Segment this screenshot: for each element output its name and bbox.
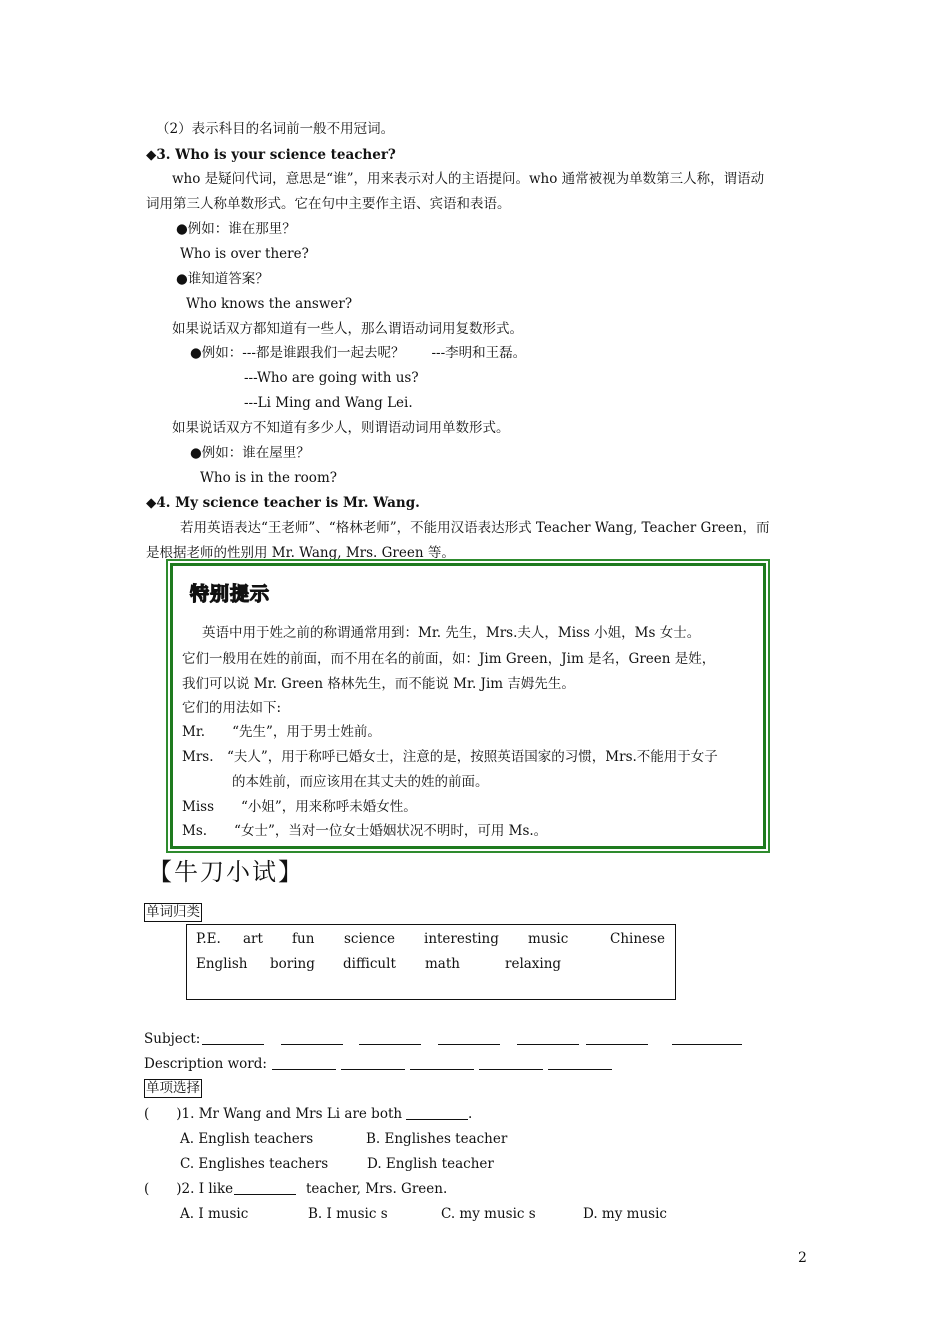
tip-line: 英语中用于姓之前的称谓通常用到：Mr. 先生，Mrs.夫人，Miss 小姐，Ms 女士。 bbox=[202, 625, 701, 641]
word-item: science bbox=[344, 931, 396, 947]
word-item: art bbox=[243, 931, 263, 947]
option-c[interactable]: C. Englishes teachers bbox=[180, 1156, 329, 1172]
question-1-blank[interactable] bbox=[406, 1105, 468, 1120]
option-a[interactable]: A. I music bbox=[180, 1206, 249, 1222]
word-item: Chinese bbox=[610, 931, 665, 947]
note-line: （2）表示科目的名词前一般不用冠词。 bbox=[156, 121, 395, 137]
example-line: ●例如：谁在屋里？ bbox=[190, 445, 310, 461]
tip-line: 我们可以说 Mr. Green 格林先生，而不能说 Mr. Jim 吉姆先生。 bbox=[182, 676, 575, 692]
description-blank[interactable] bbox=[548, 1055, 612, 1070]
tip-line: Miss “小姐”，用来称呼未婚女性。 bbox=[182, 799, 417, 815]
question-1: ( )1. Mr Wang and Mrs Li are both bbox=[144, 1106, 403, 1122]
question-2-end: teacher, Mrs. Green. bbox=[306, 1181, 448, 1197]
section-title: 【牛刀小试】 bbox=[148, 858, 304, 886]
subject-blank[interactable] bbox=[672, 1030, 742, 1045]
tip-line: 它们一般用在姓的前面，而不用在名的前面，如：Jim Green，Jim 是名，Green 是姓， bbox=[182, 651, 716, 667]
subject-blank[interactable] bbox=[586, 1030, 648, 1045]
description-label: Description word: bbox=[144, 1056, 267, 1072]
paragraph-line: 是根据老师的性别用 Mr. Wang, Mrs. Green 等。 bbox=[146, 545, 455, 561]
subject-blank[interactable] bbox=[359, 1030, 421, 1045]
subject-blank[interactable] bbox=[438, 1030, 500, 1045]
option-d[interactable]: D. my music bbox=[583, 1206, 667, 1222]
tip-line: Ms. “女士”，当对一位女士婚姻状况不明时，可用 Ms.。 bbox=[182, 823, 548, 839]
word-item: P.E. bbox=[196, 931, 221, 947]
description-blank[interactable] bbox=[272, 1055, 336, 1070]
word-item: relaxing bbox=[505, 956, 562, 972]
question-2-blank[interactable] bbox=[234, 1180, 296, 1195]
tip-line: Mrs. “夫人”，用于称呼已婚女士，注意的是，按照英语国家的习惯，Mrs.不能用于女子 bbox=[182, 749, 718, 765]
example-line: ●例如：谁在那里？ bbox=[176, 221, 296, 237]
heading-4: ◆4. My science teacher is Mr. Wang. bbox=[146, 495, 420, 511]
description-blank[interactable] bbox=[410, 1055, 474, 1070]
subject-blank[interactable] bbox=[202, 1030, 264, 1045]
example-english: ---Who are going with us? bbox=[244, 370, 419, 386]
description-blank[interactable] bbox=[479, 1055, 543, 1070]
description-blank[interactable] bbox=[341, 1055, 405, 1070]
word-item: interesting bbox=[424, 931, 499, 947]
tip-title: 特别提示 bbox=[190, 583, 271, 605]
option-b[interactable]: B. Englishes teacher bbox=[366, 1131, 508, 1147]
example-english: Who is in the room? bbox=[200, 470, 337, 486]
option-b[interactable]: B. I music s bbox=[308, 1206, 388, 1222]
word-item: difficult bbox=[343, 956, 396, 972]
subject-blank[interactable] bbox=[517, 1030, 579, 1045]
tip-line: 的本姓前，而应该用在其丈夫的姓的前面。 bbox=[232, 774, 489, 790]
example-english: Who is over there? bbox=[180, 246, 309, 262]
example-english: ---Li Ming and Wang Lei. bbox=[244, 395, 413, 411]
question-1-end: . bbox=[468, 1106, 473, 1122]
word-item: boring bbox=[270, 956, 315, 972]
paragraph-line: 若用英语表达“王老师”、“格林老师”，不能用汉语表达形式 Teacher Wang, Teacher Green，而 bbox=[180, 520, 770, 536]
paragraph-line: 词用第三人称单数形式。它在句中主要作主语、宾语和表语。 bbox=[146, 196, 511, 212]
subject-blank[interactable] bbox=[281, 1030, 343, 1045]
example-english: Who knows the answer? bbox=[186, 296, 353, 312]
word-item: music bbox=[528, 931, 569, 947]
heading-3: ◆3. Who is your science teacher? bbox=[146, 147, 396, 163]
word-item: math bbox=[425, 956, 460, 972]
option-d[interactable]: D. English teacher bbox=[367, 1156, 494, 1172]
question-2: ( )2. I like bbox=[144, 1181, 234, 1197]
tip-line: Mr. “先生”，用于男士姓前。 bbox=[182, 724, 381, 740]
choice-tag: 单项选择 bbox=[146, 1080, 200, 1096]
vocab-tag: 单词归类 bbox=[146, 904, 200, 920]
paragraph-line: who 是疑问代词，意思是“谁”，用来表示对人的主语提问。who 通常被视为单数第三人称，谓语动 bbox=[172, 171, 765, 187]
tip-line: 它们的用法如下: bbox=[182, 700, 282, 716]
subject-label: Subject: bbox=[144, 1031, 201, 1047]
word-item: fun bbox=[292, 931, 315, 947]
option-c[interactable]: C. my music s bbox=[441, 1206, 536, 1222]
example-line: ●例如：---都是谁跟我们一起去呢？ ---李明和王磊。 bbox=[190, 345, 527, 361]
word-item: English bbox=[196, 956, 248, 972]
example-line: ●谁知道答案？ bbox=[176, 271, 269, 287]
rule-line: 如果说话双方不知道有多少人，则谓语动词用单数形式。 bbox=[172, 420, 510, 436]
page-number: 2 bbox=[798, 1250, 807, 1266]
rule-line: 如果说话双方都知道有一些人，那么谓语动词用复数形式。 bbox=[172, 321, 523, 337]
option-a[interactable]: A. English teachers bbox=[180, 1131, 314, 1147]
